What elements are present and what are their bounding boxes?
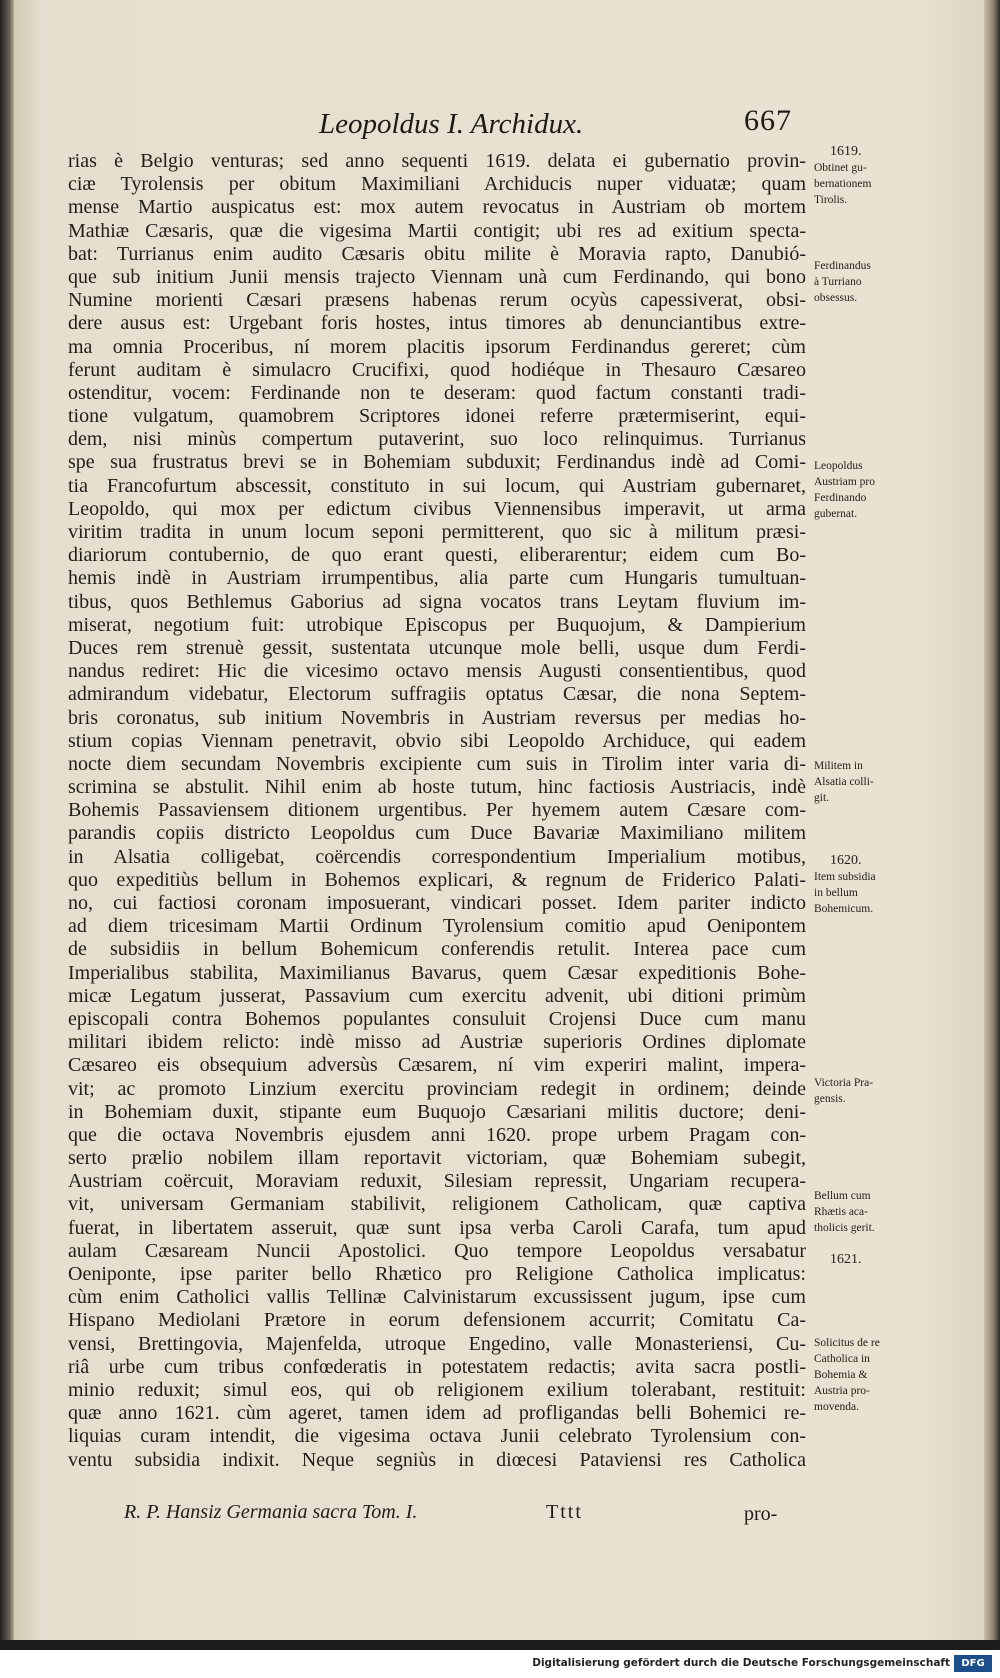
text-line: que die octava Novembris ejusdem anni 1620. prope urbem Pragam con- [68, 1123, 806, 1146]
marginal-note-line: Catholica in [814, 1353, 870, 1365]
text-line: admirandum videbatur, Electorum suffragiis optatus Cæsar, die nona Septem- [68, 683, 806, 706]
digitization-credit: Digitalisierung gefördert durch die Deutsche Forschungsgemeinschaft [532, 1657, 950, 1669]
text-line: bat: Turrianus enim audito Cæsaris obitu milite è Moravia rapto, Danubió- [68, 242, 806, 265]
marginal-note [814, 1335, 944, 1415]
marginal-note [814, 458, 944, 522]
text-line: rias è Belgio venturas; sed anno sequenti 1619. delata ei gubernatio provin- [68, 150, 806, 172]
text-line: stium copias Viennam penetravit, obvio sibi Leopoldo Archiduce, qui eadem [68, 729, 806, 752]
text-line: nandus rediret: Hic die vicesimo octavo mensis Augusti consentientibus, quod [68, 660, 806, 683]
page-bottom-edge [0, 1640, 1000, 1650]
signature-mark: Tttt [546, 1501, 583, 1523]
text-line: ferunt auditam è simulacro Crucifixi, quod hodiéque in Thesauro Cæsareo [68, 358, 806, 381]
marginal-note-line: git. [814, 792, 830, 804]
marginal-note-line: tholicis gerit. [814, 1222, 875, 1234]
text-line: micæ Legatum jusserat, Passavium cum exercitu advenit, ubi ditioni primùm [68, 984, 806, 1007]
text-line: ciæ Tyrolensis per obitum Maximiliani Archiducis nuper viduatæ; quam [68, 173, 806, 196]
dfg-logo: DFG [954, 1655, 992, 1672]
marginal-note-line: Tirolis. [814, 194, 848, 206]
marginal-note-line: gubernat. [814, 508, 858, 520]
marginal-note [814, 1188, 944, 1236]
text-line: scrimina se abstulit. Nihil enim ab hoste tutum, hinc factiosis Austriacis, indè [68, 776, 806, 799]
text-line: ad diem tricesimam Martii Ordinum Tyrolensium comitio apud Oenipontem [68, 915, 806, 938]
marginal-note-line: Bellum cum [814, 1190, 871, 1202]
text-line: Imperialibus stabilita, Maximilianus Bavarus, quem Cæsar expeditionis Bohe- [68, 961, 806, 984]
text-line: cùm enim Catholici vallis Tellinæ Calvinistarum excussissent jugum, ipse cum [68, 1286, 806, 1309]
text-line: dem, nisi minùs compertum putaverint, suo loco relinquimus. Turrianus [68, 428, 806, 451]
text-line: Duces rem strenuè gessit, sustentata utcunque mole belli, usque dum Ferdi- [68, 636, 806, 659]
marginal-note-line: gensis. [814, 1093, 846, 1105]
page-footer [68, 1501, 808, 1531]
text-line: viritim tradita in unum locum seponi permitterent, quo sic à militum præsi- [68, 521, 806, 543]
text-line: ventu subsidia indixit. Neque segniùs in diœcesi Pataviensi res Catholica [68, 1448, 806, 1471]
text-line: ostenditur, vocem: Ferdinande non te deseram: quod factum constanti tradi- [68, 381, 806, 404]
body-text [68, 150, 806, 1472]
text-line: spe sua frustratus brevi se in Bohemiam subduxit; Ferdinandus indè ad Comi- [68, 451, 806, 474]
text-line: vensi, Brettingovia, Majenfelda, utroque Engedino, valle Monasteriensi, Cu- [68, 1332, 806, 1355]
text-line: Bohemis Passaviensem ditionem urgentibus. Per hyemem autem Cæsare com- [68, 799, 806, 822]
marginal-note-line: 1619. [830, 144, 862, 159]
text-line: Leopoldo, qui mox per edictum civibus Viennensibus imperavit, ut arma [68, 497, 806, 520]
marginal-note-line: Alsatia colli- [814, 776, 874, 788]
marginal-note [814, 853, 944, 917]
text-line: in Alsatia colligebat, coërcendis correspondentium Imperialium motibus, [68, 845, 806, 868]
text-line: militari ibidem relicto: indè misso ad Austriæ superioris Ordines diplomate [68, 1031, 806, 1054]
text-line: riâ urbe cum tribus confœderatis in potestatem redactis; avita sacra postli- [68, 1355, 806, 1378]
marginal-note-line: Obtinet gu- [814, 162, 867, 174]
text-line: bris coronatus, sub initium Novembris in Austriam reversus per medias ho- [68, 706, 806, 729]
text-line: liquias curam intendit, die vigesima octava Junii celebrato Tyrolensium con- [68, 1425, 806, 1448]
marginal-note [814, 144, 944, 208]
marginal-note-line: Bohemicum. [814, 903, 874, 915]
page-header [14, 106, 984, 146]
marginal-note-line: in bellum [814, 887, 858, 899]
footer-reference: R. P. Hansiz Germania sacra Tom. I. [124, 1501, 418, 1523]
page-sheet [14, 0, 984, 1640]
marginal-note-line: 1621. [830, 1252, 862, 1267]
marginal-note-line: Victoria Pra- [814, 1077, 874, 1089]
text-line: serto prælio nobilem illam reportavit victoriam, quæ Bohemiam subegit, [68, 1147, 806, 1170]
text-line: nocte diem secundam Novembris excipiente cum suis in Tirolim inter varia di- [68, 752, 806, 775]
text-line: aulam Cæsaream Nuncii Apostolici. Quo tempore Leopoldus versabatur [68, 1239, 806, 1262]
text-line: Austriam coërcuit, Moraviam reduxit, Silesiam repressit, Ungariam recupera- [68, 1170, 806, 1193]
marginal-note-line: movenda. [814, 1401, 860, 1413]
running-head: Leopoldus I. Archidux. [319, 108, 584, 140]
marginal-note-line: Militem in [814, 760, 863, 772]
text-line: parandis copiis districto Leopoldus cum Duce Bavariæ Maximiliano militem [68, 822, 806, 845]
text-line: que sub initium Junii mensis trajecto Viennam unà cum Ferdinando, qui bono [68, 265, 806, 288]
marginal-note-line: Rhætis aca- [814, 1206, 868, 1218]
catchword: pro- [744, 1503, 778, 1525]
text-line: miserat, negotium fuit: utrobique Episcopus per Buquojum, & Dampierium [68, 613, 806, 636]
text-line: diariorum contubernio, de quo erant questi, eliberarentur; eidem cum Bo- [68, 544, 806, 567]
text-line: no, cui factiosi coronam imposuerant, vindicari posset. Idem pariter indicto [68, 892, 806, 914]
credit-bar [0, 1650, 1000, 1678]
text-line: in Bohemiam duxit, stipante eum Buquojo Cæsariani militis ductore; deni- [68, 1100, 806, 1123]
marginal-note-line: obsessus. [814, 292, 858, 304]
text-line: quo expeditiùs bellum in Bohemos explicari, & regnum de Friderico Palati- [68, 868, 806, 891]
marginal-note-line: Solicitus de re [814, 1337, 880, 1349]
page-number: 667 [744, 104, 792, 137]
text-line: tibus, quos Bethlemus Gaborius ad signa vocatos trans Leytam fluvium im- [68, 590, 806, 613]
text-line: vit, universam Germaniam stabilivit, religionem Catholicam, quæ captiva [68, 1193, 806, 1216]
text-line: minio reduxit; simul eos, qui ob religionem exilium tolerabant, restituit: [68, 1378, 806, 1401]
marginal-note-line: Leopoldus [814, 460, 863, 472]
text-line: quæ anno 1621. cùm ageret, tamen idem ad profligandas belli Bohemici re- [68, 1402, 806, 1425]
text-line: fuerat, in libertatem asseruit, quæ sunt ipsa verba Caroli Carafa, tum apud [68, 1216, 806, 1239]
marginal-note-line: Austriam pro [814, 476, 876, 488]
book-gutter [0, 0, 14, 1650]
text-line: tia Francofurtum abscessit, constituto in sui locum, qui Austriam gubernaret, [68, 474, 806, 497]
text-line: de subsidiis in bellum Bohemicum conferendis retulit. Interea pace cum [68, 938, 806, 961]
text-line: tione vulgatum, quamobrem Scriptores idonei referre prætermiserint, equi- [68, 405, 806, 428]
marginal-note [814, 1252, 944, 1268]
marginal-note-line: Austria pro- [814, 1385, 870, 1397]
text-line: Cæsareo eis obsequium adversùs Cæsarem, ní vim experiri malint, impera- [68, 1054, 806, 1077]
marginal-note [814, 758, 944, 806]
text-line: Numine morienti Cæsari præsens habenas rerum ocyùs capessiverat, obsi- [68, 289, 806, 312]
marginal-note [814, 258, 944, 306]
text-line: episcopali contra Bohemos populantes consuluit Crojensi Duce cum manu [68, 1007, 806, 1030]
text-line: dere ausus est: Urgebant foris hostes, intus timores ab denunciantibus extre- [68, 312, 806, 335]
page-fore-edge [984, 0, 1000, 1650]
marginal-note-line: Bohemia & [814, 1369, 868, 1381]
marginal-note-line: à Turriano [814, 276, 862, 288]
text-line: Hispano Mediolani Prætore in eorum defensionem accurrit; Comitatu Ca- [68, 1309, 806, 1332]
marginal-note-line: 1620. [830, 853, 862, 868]
marginal-note [814, 1075, 944, 1107]
text-line: Mathiæ Cæsaris, quæ die vigesima Martii contigit; ubi res ad exitium specta- [68, 219, 806, 242]
marginal-note-line: Item subsidia [814, 871, 876, 883]
text-line: vit; ac promoto Linzium exercitu provinciam redegit in ordinem; deinde [68, 1077, 806, 1100]
text-line: Oeniponte, ipse pariter bello Rhætico pro Religione Catholica implicatus: [68, 1263, 806, 1285]
marginal-note-line: Ferdinando [814, 492, 867, 504]
text-line: mense Martio auspicatus est: mox autem revocatus in Austriam ob mortem [68, 196, 806, 219]
marginal-note-line: bernationem [814, 178, 872, 190]
text-line: hemis indè in Austriam irrumpentibus, alia parte cum Hungaris tumultuan- [68, 567, 806, 590]
text-line: ma omnia Proceribus, ní morem placitis ipsorum Ferdinandus gereret; cùm [68, 335, 806, 358]
marginal-note-line: Ferdinandus [814, 260, 871, 272]
